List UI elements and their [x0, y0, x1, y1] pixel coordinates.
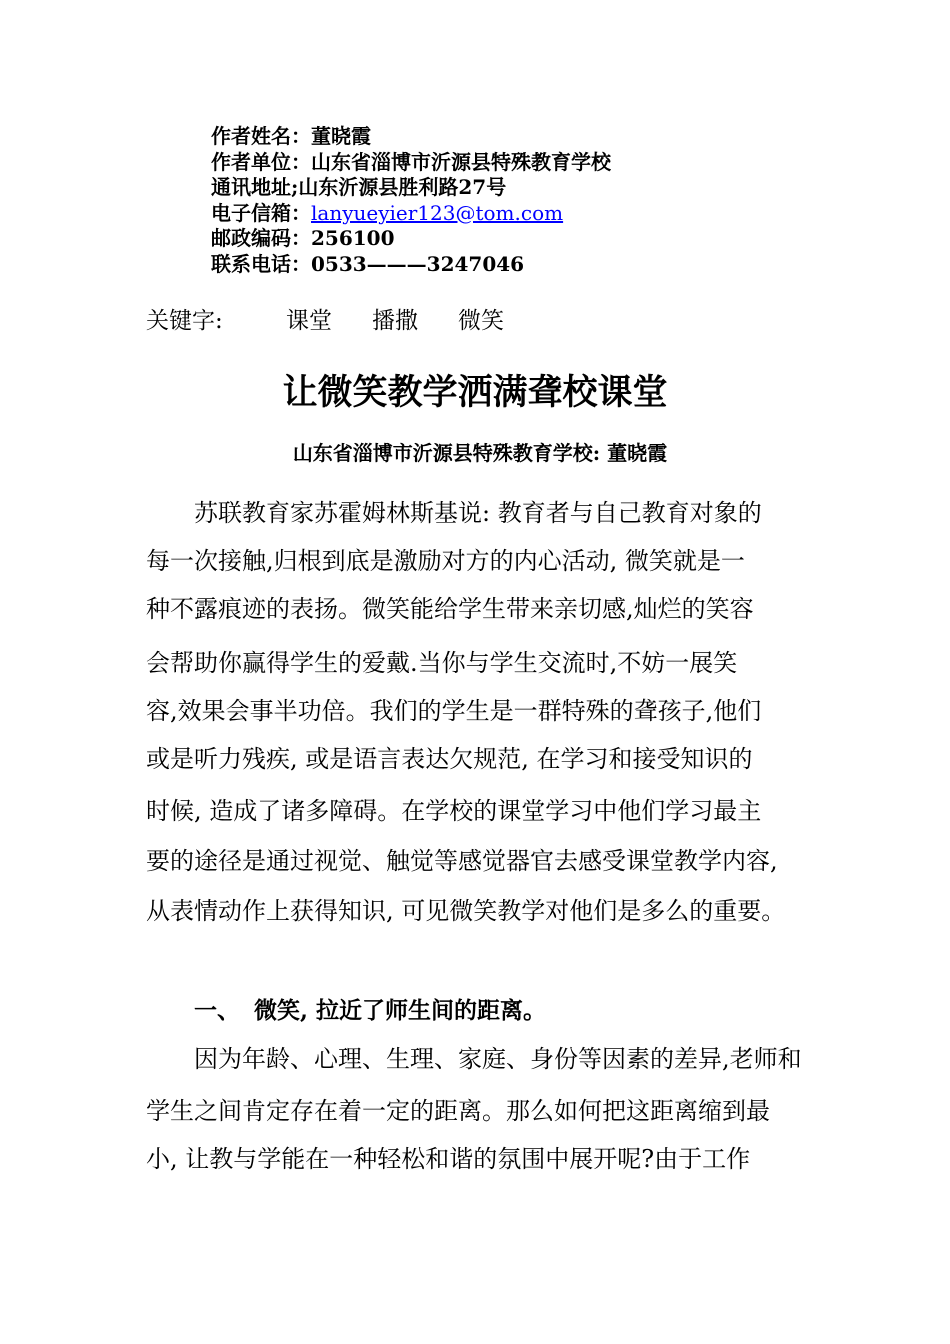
paragraph-line: 因为年龄、心理、生理、家庭、身份等因素的差异,老师和: [194, 1045, 802, 1073]
section-title: 微笑, 拉近了师生间的距离。: [254, 997, 547, 1024]
keywords-label: 关键字:: [146, 308, 223, 334]
paragraph-line: 会帮助你赢得学生的爱戴.当你与学生交流时,不妨一展笑: [146, 649, 738, 677]
keyword-item: 课堂: [286, 308, 332, 334]
paragraph-line: 种不露痕迹的表扬。微笑能给学生带来亲切感,灿烂的笑容: [146, 595, 754, 623]
document-byline: 山东省淄博市沂源县特殊教育学校: 董晓霞: [292, 441, 668, 465]
paragraph-line: 学生之间肯定存在着一定的距离。那么如何把这距离缩到最: [146, 1097, 770, 1125]
author-postcode: 邮政编码：256100: [211, 226, 395, 251]
paragraph-line: 苏联教育家苏霍姆林斯基说: 教育者与自己教育对象的: [194, 499, 762, 527]
paragraph-line: 小, 让教与学能在一种轻松和谐的氛围中展开呢?由于工作: [146, 1145, 751, 1173]
section-number: 一、: [194, 997, 240, 1024]
author-address: 通讯地址;山东沂源县胜利路27号: [211, 175, 507, 200]
paragraph-line: 时候, 造成了诸多障碍。在学校的课堂学习中他们学习最主: [146, 797, 762, 825]
author-name: 作者姓名：董晓霞: [211, 124, 371, 148]
paragraph-line: 要的途径是通过视觉、触觉等感觉器官去感受课堂教学内容,: [146, 847, 778, 875]
email-label: 电子信箱：: [211, 200, 311, 225]
author-unit: 作者单位：山东省淄博市沂源县特殊教育学校: [211, 149, 611, 174]
keyword-item: 微笑: [458, 308, 504, 334]
paragraph-line: 每一次接触,归根到底是激励对方的内心活动, 微笑就是一: [146, 547, 745, 575]
author-email-row: [211, 201, 771, 227]
keywords-row: [146, 306, 544, 336]
paragraph-line: 或是听力残疾, 或是语言表达欠规范, 在学习和接受知识的: [146, 745, 753, 773]
paragraph-line: 从表情动作上获得知识, 可见微笑教学对他们是多么的重要。: [146, 897, 786, 925]
email-link[interactable]: lanyueyier123@tom.com: [311, 200, 564, 225]
document-title: 让微笑教学洒满聋校课堂: [282, 372, 668, 413]
paragraph-line: 容,效果会事半功倍。我们的学生是一群特殊的聋孩子,他们: [146, 697, 762, 725]
author-phone: 联系电话：0533———3247046: [211, 251, 525, 276]
section-heading: [194, 996, 546, 1026]
author-info-block: [211, 124, 771, 278]
keyword-item: 播撒: [372, 308, 418, 334]
